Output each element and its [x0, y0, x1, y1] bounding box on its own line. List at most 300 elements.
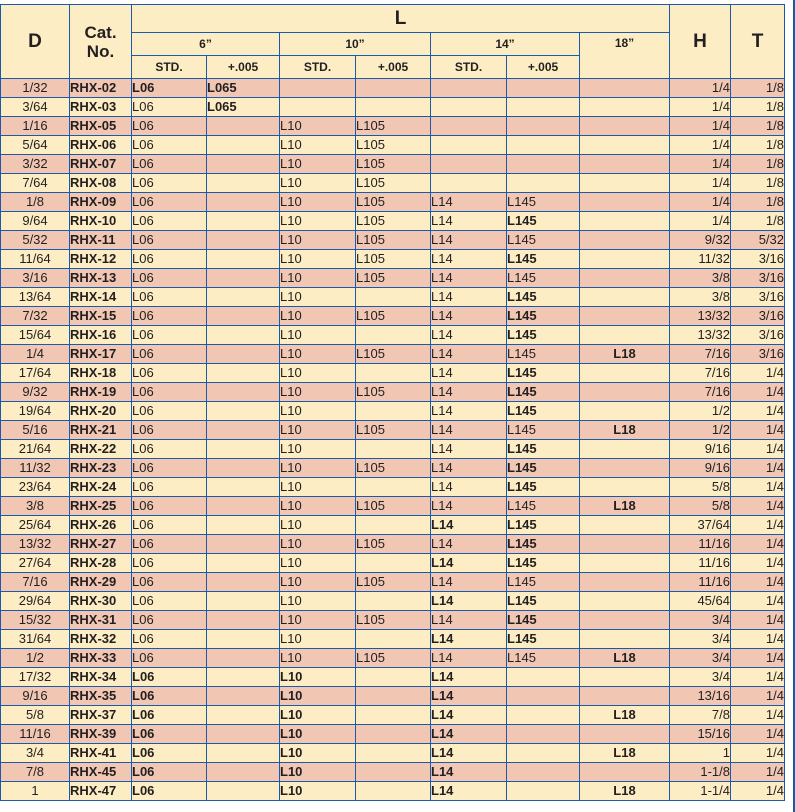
cell-18: L18	[580, 345, 670, 364]
cell-cat-no: RHX-17	[70, 345, 132, 364]
cell-h: 1/4	[670, 98, 731, 117]
cell-10-std: L10	[280, 326, 356, 345]
cell-14-std: L14	[431, 383, 507, 402]
cell-18	[580, 307, 670, 326]
cell-14-std: L14	[431, 535, 507, 554]
cell-cat-no: RHX-05	[70, 117, 132, 136]
table-row	[1, 155, 785, 174]
table-header	[1, 5, 785, 79]
cell-6-tol	[207, 573, 280, 592]
cell-14-tol	[507, 174, 580, 193]
cell-t: 1/4	[731, 668, 785, 687]
cell-6-std: L06	[132, 573, 207, 592]
cell-10-tol: L105	[356, 212, 431, 231]
cell-t: 3/16	[731, 326, 785, 345]
cell-14-tol: L145	[507, 516, 580, 535]
cell-6-tol	[207, 231, 280, 250]
cell-t: 1/4	[731, 535, 785, 554]
cell-6-tol	[207, 288, 280, 307]
cell-14-tol: L145	[507, 212, 580, 231]
cell-t: 1/4	[731, 763, 785, 782]
cell-18: L18	[580, 744, 670, 763]
table-row	[1, 174, 785, 193]
cell-10-tol	[356, 516, 431, 535]
table-row	[1, 649, 785, 668]
cell-h: 1/4	[670, 117, 731, 136]
cell-h: 11/32	[670, 250, 731, 269]
cell-cat-no: RHX-09	[70, 193, 132, 212]
cell-14-tol: L145	[507, 231, 580, 250]
table-row	[1, 725, 785, 744]
cell-h: 1/4	[670, 136, 731, 155]
cell-d: 15/32	[1, 611, 70, 630]
cell-14-tol: L145	[507, 250, 580, 269]
cell-14-std: L14	[431, 440, 507, 459]
cell-14-tol: L145	[507, 535, 580, 554]
cell-18	[580, 592, 670, 611]
cell-10-tol	[356, 478, 431, 497]
cell-10-tol: L105	[356, 345, 431, 364]
cell-d: 1	[1, 782, 70, 801]
cell-h: 15/16	[670, 725, 731, 744]
cell-t: 1/4	[731, 421, 785, 440]
cell-cat-no: RHX-03	[70, 98, 132, 117]
cell-t: 1/4	[731, 782, 785, 801]
cell-t: 1/4	[731, 649, 785, 668]
col-header-d: D	[1, 5, 70, 79]
cell-10-tol: L105	[356, 383, 431, 402]
cell-10-std: L10	[280, 345, 356, 364]
cell-t: 1/4	[731, 592, 785, 611]
cell-18	[580, 573, 670, 592]
cell-t: 1/4	[731, 687, 785, 706]
table-row	[1, 687, 785, 706]
cell-10-std: L10	[280, 535, 356, 554]
cell-t: 1/8	[731, 98, 785, 117]
cell-10-tol	[356, 744, 431, 763]
table-row	[1, 782, 785, 801]
cell-18: L18	[580, 421, 670, 440]
cell-6-std: L06	[132, 307, 207, 326]
cell-6-tol	[207, 174, 280, 193]
cell-h: 11/16	[670, 573, 731, 592]
cell-6-tol	[207, 744, 280, 763]
cell-h: 1/4	[670, 212, 731, 231]
cell-d: 3/16	[1, 269, 70, 288]
cell-cat-no: RHX-18	[70, 364, 132, 383]
cell-10-tol	[356, 725, 431, 744]
cell-cat-no: RHX-21	[70, 421, 132, 440]
cell-10-std: L10	[280, 459, 356, 478]
cell-10-tol: L105	[356, 174, 431, 193]
cell-cat-no: RHX-23	[70, 459, 132, 478]
cell-6-std: L06	[132, 725, 207, 744]
table-row	[1, 706, 785, 725]
cell-h: 1/4	[670, 193, 731, 212]
table-row	[1, 136, 785, 155]
cell-6-std: L06	[132, 535, 207, 554]
cell-6-tol	[207, 193, 280, 212]
cell-t: 1/8	[731, 117, 785, 136]
cell-t: 1/8	[731, 136, 785, 155]
cell-t: 1/4	[731, 364, 785, 383]
cell-6-std: L06	[132, 611, 207, 630]
cell-14-tol: L145	[507, 383, 580, 402]
cell-14-std: L14	[431, 402, 507, 421]
cell-10-tol	[356, 687, 431, 706]
cell-h: 9/16	[670, 440, 731, 459]
cell-10-std: L10	[280, 744, 356, 763]
table-row	[1, 402, 785, 421]
cell-cat-no: RHX-33	[70, 649, 132, 668]
cell-6-std: L06	[132, 554, 207, 573]
cell-d: 3/64	[1, 98, 70, 117]
cell-14-tol	[507, 98, 580, 117]
cell-10-tol: L105	[356, 307, 431, 326]
cell-cat-no: RHX-08	[70, 174, 132, 193]
cell-14-tol: L145	[507, 364, 580, 383]
cell-14-tol	[507, 79, 580, 98]
cell-cat-no: RHX-24	[70, 478, 132, 497]
cell-d: 13/64	[1, 288, 70, 307]
cell-14-tol: L145	[507, 421, 580, 440]
cell-10-std: L10	[280, 573, 356, 592]
cell-10-std: L10	[280, 231, 356, 250]
cell-d: 15/64	[1, 326, 70, 345]
cell-cat-no: RHX-14	[70, 288, 132, 307]
cell-10-std	[280, 98, 356, 117]
cell-10-std: L10	[280, 155, 356, 174]
cell-6-tol	[207, 554, 280, 573]
cell-18	[580, 326, 670, 345]
cell-10-std: L10	[280, 497, 356, 516]
cell-d: 1/4	[1, 345, 70, 364]
cell-6-tol: L065	[207, 98, 280, 117]
cell-d: 5/32	[1, 231, 70, 250]
cell-14-std: L14	[431, 763, 507, 782]
cell-18	[580, 554, 670, 573]
cell-14-tol: L145	[507, 611, 580, 630]
subheader-std-10: STD.	[280, 56, 356, 79]
cell-h: 1/4	[670, 174, 731, 193]
cell-t: 1/4	[731, 611, 785, 630]
cell-d: 7/64	[1, 174, 70, 193]
cell-10-tol: L105	[356, 611, 431, 630]
cell-10-tol	[356, 706, 431, 725]
cell-6-std: L06	[132, 269, 207, 288]
cell-d: 9/64	[1, 212, 70, 231]
cell-h: 3/4	[670, 668, 731, 687]
cell-6-tol	[207, 630, 280, 649]
cell-t: 1/4	[731, 725, 785, 744]
cell-h: 7/16	[670, 364, 731, 383]
cell-10-std: L10	[280, 250, 356, 269]
cell-d: 31/64	[1, 630, 70, 649]
cell-14-std: L14	[431, 687, 507, 706]
cell-14-std: L14	[431, 725, 507, 744]
cell-6-std: L06	[132, 231, 207, 250]
cell-18	[580, 155, 670, 174]
cat-header-line2: No.	[86, 41, 115, 61]
cell-h: 7/8	[670, 706, 731, 725]
cell-6-std: L06	[132, 345, 207, 364]
cell-t: 3/16	[731, 345, 785, 364]
cell-18	[580, 269, 670, 288]
cell-6-std: L06	[132, 440, 207, 459]
table-row	[1, 478, 785, 497]
cell-18	[580, 725, 670, 744]
cell-14-tol	[507, 782, 580, 801]
col-header-h: H	[670, 5, 731, 79]
length-header-18: 18”	[580, 33, 670, 79]
cell-d: 11/16	[1, 725, 70, 744]
cell-18	[580, 440, 670, 459]
cell-d: 21/64	[1, 440, 70, 459]
cell-6-tol	[207, 459, 280, 478]
cell-14-std: L14	[431, 307, 507, 326]
cell-18: L18	[580, 497, 670, 516]
cell-d: 7/8	[1, 763, 70, 782]
cell-6-std: L06	[132, 326, 207, 345]
table-row	[1, 516, 785, 535]
cell-cat-no: RHX-16	[70, 326, 132, 345]
cell-cat-no: RHX-15	[70, 307, 132, 326]
cell-18	[580, 174, 670, 193]
cell-t: 1/4	[731, 440, 785, 459]
cell-h: 9/16	[670, 459, 731, 478]
cell-14-tol: L145	[507, 307, 580, 326]
cell-18	[580, 383, 670, 402]
cell-t: 1/8	[731, 212, 785, 231]
cell-14-std: L14	[431, 193, 507, 212]
cell-14-std: L14	[431, 554, 507, 573]
table-row	[1, 364, 785, 383]
cell-10-tol: L105	[356, 459, 431, 478]
cell-6-tol	[207, 155, 280, 174]
cell-h: 1/4	[670, 155, 731, 174]
cell-6-std: L06	[132, 193, 207, 212]
cell-d: 5/8	[1, 706, 70, 725]
cell-h: 11/16	[670, 535, 731, 554]
cell-14-tol: L145	[507, 478, 580, 497]
cell-d: 9/32	[1, 383, 70, 402]
table-row	[1, 307, 785, 326]
cell-14-std: L14	[431, 497, 507, 516]
cell-10-std: L10	[280, 630, 356, 649]
cell-10-tol	[356, 402, 431, 421]
cell-14-std	[431, 79, 507, 98]
cell-h: 3/4	[670, 649, 731, 668]
cell-h: 5/8	[670, 497, 731, 516]
cell-14-std: L14	[431, 706, 507, 725]
cell-d: 19/64	[1, 402, 70, 421]
cell-10-std: L10	[280, 516, 356, 535]
cell-h: 1/2	[670, 421, 731, 440]
cell-cat-no: RHX-37	[70, 706, 132, 725]
cell-cat-no: RHX-34	[70, 668, 132, 687]
cell-10-tol: L105	[356, 136, 431, 155]
cell-14-tol: L145	[507, 573, 580, 592]
cell-10-tol	[356, 98, 431, 117]
cell-cat-no: RHX-32	[70, 630, 132, 649]
cell-10-std: L10	[280, 383, 356, 402]
cell-10-std: L10	[280, 269, 356, 288]
table-row	[1, 79, 785, 98]
cell-18	[580, 79, 670, 98]
cell-10-std: L10	[280, 117, 356, 136]
cell-h: 1-1/4	[670, 782, 731, 801]
cell-6-std: L06	[132, 79, 207, 98]
table-row	[1, 117, 785, 136]
cell-d: 1/16	[1, 117, 70, 136]
cell-6-tol	[207, 345, 280, 364]
cell-6-std: L06	[132, 402, 207, 421]
cell-14-tol	[507, 725, 580, 744]
cell-6-tol	[207, 421, 280, 440]
cell-6-tol	[207, 725, 280, 744]
cell-h: 3/4	[670, 611, 731, 630]
table-row	[1, 592, 785, 611]
cell-cat-no: RHX-27	[70, 535, 132, 554]
cell-cat-no: RHX-22	[70, 440, 132, 459]
cell-d: 5/64	[1, 136, 70, 155]
cell-h: 37/64	[670, 516, 731, 535]
cell-14-std: L14	[431, 668, 507, 687]
cell-10-std: L10	[280, 706, 356, 725]
cell-14-std: L14	[431, 573, 507, 592]
cell-cat-no: RHX-39	[70, 725, 132, 744]
cell-14-tol: L145	[507, 630, 580, 649]
cell-10-tol	[356, 592, 431, 611]
cell-t: 1/4	[731, 630, 785, 649]
cell-18	[580, 516, 670, 535]
cell-18	[580, 193, 670, 212]
cell-cat-no: RHX-41	[70, 744, 132, 763]
cell-d: 1/2	[1, 649, 70, 668]
cell-18	[580, 459, 670, 478]
cell-18	[580, 535, 670, 554]
subheader-std-6: STD.	[132, 56, 207, 79]
cell-6-std: L06	[132, 744, 207, 763]
table-row	[1, 383, 785, 402]
cell-6-std: L06	[132, 174, 207, 193]
cell-6-tol: L065	[207, 79, 280, 98]
cell-t: 3/16	[731, 307, 785, 326]
cell-10-tol	[356, 288, 431, 307]
cell-14-tol	[507, 763, 580, 782]
cell-14-std: L14	[431, 326, 507, 345]
cell-10-std	[280, 79, 356, 98]
cell-10-tol	[356, 763, 431, 782]
cell-6-std: L06	[132, 687, 207, 706]
cell-cat-no: RHX-10	[70, 212, 132, 231]
cell-6-std: L06	[132, 364, 207, 383]
cell-d: 17/32	[1, 668, 70, 687]
cell-10-std: L10	[280, 687, 356, 706]
cell-6-tol	[207, 402, 280, 421]
cell-h: 9/32	[670, 231, 731, 250]
cell-d: 23/64	[1, 478, 70, 497]
cell-10-tol: L105	[356, 573, 431, 592]
cell-10-tol	[356, 364, 431, 383]
cell-14-std: L14	[431, 649, 507, 668]
cell-14-tol: L145	[507, 440, 580, 459]
cell-14-tol: L145	[507, 497, 580, 516]
cell-h: 7/16	[670, 345, 731, 364]
cell-6-std: L06	[132, 250, 207, 269]
cell-cat-no: RHX-26	[70, 516, 132, 535]
cell-t: 3/16	[731, 288, 785, 307]
cell-6-tol	[207, 687, 280, 706]
cell-cat-no: RHX-13	[70, 269, 132, 288]
cell-t: 3/16	[731, 269, 785, 288]
cell-6-tol	[207, 440, 280, 459]
cell-14-std: L14	[431, 345, 507, 364]
cell-6-std: L06	[132, 763, 207, 782]
spec-table	[0, 4, 785, 801]
cell-14-tol	[507, 155, 580, 174]
cell-14-tol	[507, 744, 580, 763]
cell-10-std: L10	[280, 478, 356, 497]
cell-14-tol	[507, 687, 580, 706]
cell-cat-no: RHX-02	[70, 79, 132, 98]
cell-h: 13/16	[670, 687, 731, 706]
cell-6-tol	[207, 535, 280, 554]
cell-6-tol	[207, 250, 280, 269]
cell-18: L18	[580, 782, 670, 801]
cell-10-tol	[356, 630, 431, 649]
cell-10-tol	[356, 326, 431, 345]
cell-d: 27/64	[1, 554, 70, 573]
cell-6-std: L06	[132, 212, 207, 231]
cell-14-std: L14	[431, 744, 507, 763]
cell-14-tol: L145	[507, 554, 580, 573]
cell-14-std: L14	[431, 231, 507, 250]
cell-14-std: L14	[431, 459, 507, 478]
cell-6-std: L06	[132, 668, 207, 687]
cell-h: 3/8	[670, 269, 731, 288]
cell-t: 1/8	[731, 155, 785, 174]
length-header-10: 10”	[280, 33, 431, 56]
cell-6-std: L06	[132, 649, 207, 668]
cell-6-tol	[207, 364, 280, 383]
cell-10-std: L10	[280, 668, 356, 687]
cell-cat-no: RHX-35	[70, 687, 132, 706]
cell-10-tol	[356, 554, 431, 573]
col-header-cat-no	[70, 5, 132, 79]
cell-cat-no: RHX-28	[70, 554, 132, 573]
cell-t: 1/4	[731, 744, 785, 763]
table-row	[1, 212, 785, 231]
cell-10-tol	[356, 668, 431, 687]
cell-h: 11/16	[670, 554, 731, 573]
cell-10-std: L10	[280, 440, 356, 459]
cell-d: 13/32	[1, 535, 70, 554]
cell-14-std: L14	[431, 364, 507, 383]
cell-14-std: L14	[431, 250, 507, 269]
cell-18	[580, 611, 670, 630]
cell-t: 5/32	[731, 231, 785, 250]
cell-10-tol: L105	[356, 497, 431, 516]
cell-10-std: L10	[280, 212, 356, 231]
cell-6-std: L06	[132, 782, 207, 801]
cell-18	[580, 478, 670, 497]
cell-18	[580, 687, 670, 706]
cell-18	[580, 630, 670, 649]
cell-6-tol	[207, 649, 280, 668]
cell-d: 17/64	[1, 364, 70, 383]
cell-d: 1/8	[1, 193, 70, 212]
